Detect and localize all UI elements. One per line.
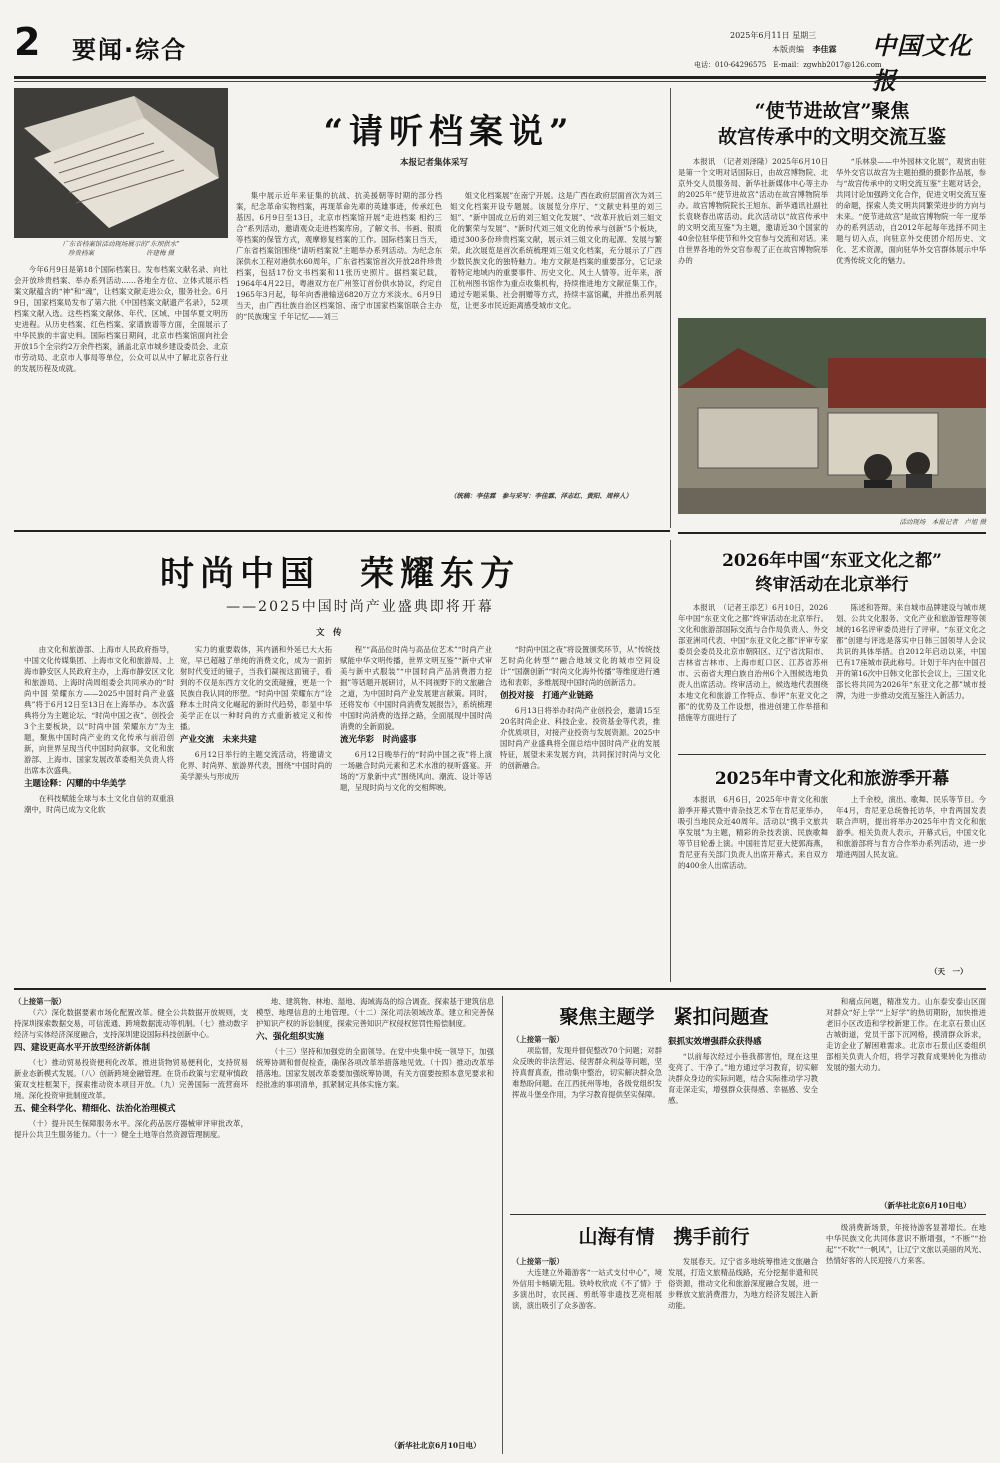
divider-archive-right — [670, 88, 671, 528]
divider-mid — [14, 530, 670, 532]
theme-col-3 — [826, 996, 986, 1196]
divider-lower — [14, 988, 986, 990]
divider-fashion-right — [670, 540, 671, 982]
archive-col-2-text: 集中展示近年来征集的抗战、抗美援朝等时期的部分档案，纪念革命实物档案，再现革命先辈的英雄事迹，传承红色基因。6月9日至13日，北京市档案馆开展“走进档案 相约三合”系列活动，邀请观众走进档案库房，了解文书、书画、银质等档案的保管方式，观摩修复档案的工作。国际档案日当天，广东省档案馆围绕“请听档案说”主题举办系列活动。为纪念东深供水工程对港供水60周年，广东省档案馆首次开放28件珍贵档案，包括17份文书档案和11张历史照片。据档案记载，1964年4月22日，粤港双方在广州签订首份供水协议，约定自1965年3月起，每年向香港输送6820万立方米淡水。6月9日当天，由广西壮族自治区档案馆、南宁市国家档案馆联合主办的“民族瑰宝 千年记忆——刘三 — [236, 191, 442, 321]
theme-col-1-text: 项监督，发现并督促整改70个问题；对群众反映的非法营运、侵害群众利益等问题，坚持真督真查，推动集中整治，切实解决群众急难愁盼问题。在江西抚州等地，各级党组织发挥战斗堡垒作用，为学习教育提供坚实保障。 — [512, 1046, 662, 1099]
mountain-headline: 山海有情 携手前行 — [578, 1226, 750, 1248]
policy-continued: （上接第一版） — [14, 997, 66, 1006]
theme-col-2 — [668, 1034, 818, 1184]
theme-col-3-text: 和痛点问题，精准发力。山东泰安泰山区面对群众“好上学”“上好学”的热切期盼，加快推进老旧小区改造和学校新建工作。在北京石景山区古城街道，党员干部下沉网格，摸清群众诉求，走访企业了解困难需求。北京市石景山区委组织部相关负责人介绍，将学习教育成果转化为推动发展的强大动力。 — [826, 997, 986, 1072]
section-title: 要闻·综合 — [72, 36, 188, 64]
archive-col-3 — [450, 190, 662, 490]
fashion-col-1 — [24, 644, 174, 982]
caption-line-1: 广东省档案馆活动现场展示的“东坝供水” — [62, 240, 180, 248]
archive-book-image — [14, 88, 228, 238]
fashion-col-3b-text: 6月12日晚举行的“时尚中国之夜”将上演一场融合时尚元素和艺术水准的视听盛宴。开场的“万象新中式”围绕风向、潮流、设计等话题，呈现时尚与文化的交相辉映。 — [340, 750, 492, 792]
contact-line: 电话：010-64296575 E-mail：zgwhb2017@126.com — [694, 61, 882, 69]
theme-headline: 聚焦主题学 紧扣问题查 — [559, 1006, 769, 1028]
archive-photo — [14, 88, 228, 238]
policy-footer: （新华社北京6月10日电） — [390, 1441, 481, 1450]
palace-headline-2: 故宫传承中的文明交流互鉴 — [717, 126, 946, 148]
mountain-col-2-text: 发展春天。辽宁省多地统筹推进文旅融合发展，打造文旅精品线路，充分挖掘非遗和民俗资源，推动文化和旅游深度融合发展，进一步释放文旅消费潜力，为地方经济发展注入新动能。 — [668, 1257, 818, 1310]
archive-col-1-text: 今年6月9日是第18个国际档案日。发布档案文献名录、向社会开放珍贵档案、举办系列活动……各地全方位、立体式展示档案文献蕴含的“神”和“魂”，让档案文献走进公众，服务社会。6月9日，国家档案局发布了第六批《中国档案文献遗产名录》，52项档案文献入选。这些档案文献体、年代、区域、中国华夏文明历史进程。从历史档案、红色档案、家谱族谱等方面，全面展示了中华民族的丰富史料。国际档案日期间，北京市档案馆面向社会开放15个全宗约2万余件档案，涵盖北京市城乡建设委员会、北京市劳动局、北京市人事局等单位，公众可以从中了解北京各行业的发展历程及成就。 — [14, 265, 228, 373]
mountain-col-1-text: 大连建立外籍游客“一站式支付中心”，境外信用卡畅刷无阻。铁岭枚欣成《不了情》于多演出时，农民画、剪纸等非遗技艺亮相展演，演出吸引了众多游客。 — [512, 1268, 662, 1310]
policy-col-1c-text: （十）提升民生保障服务水平。深化药品医疗器械审评审批改革，提升公共卫生服务能力。（十一）健全土地等自然资源管理制度。 — [14, 1119, 248, 1139]
youth-col-2 — [836, 794, 986, 964]
divider-bottom-right — [510, 1214, 986, 1215]
fashion-sub-1: 主题诠释：闪耀的中华美学 — [24, 779, 127, 789]
eastasia-col-1 — [678, 602, 828, 750]
palace-col-2-text: “乐林泉——中外园林文化展”，观赏由驻华外交官以故宫为主题拍摄的摄影作品展，参与“故宫传承中的文明交流互鉴”主题对话会，共同讨论加强跨文化合作，促进文明交流互鉴的命题，探索人类文明共同繁荣进步的方向与未来。“使节进故宫”是故宫博物院一年一度举办的系列活动，自2012年起每年选择不同主题与切入点，向驻京外交使团介绍历史、文化、艺术资源，面向驻华外交官群体展示中华优秀传统文化的魅力。 — [836, 157, 986, 265]
palace-headline-1: “使节进故宫”聚焦 — [754, 100, 910, 122]
policy-col-1 — [14, 996, 248, 1454]
fashion-col-2 — [180, 644, 332, 982]
newspaper-logo: 中国文化 — [872, 31, 972, 60]
fashion-col-3-text: 程”“高品位时尚与高品位艺术”“时尚产业赋能中华文明传播，世界文明互鉴”“新中式审美与新中式服装”“中国时尚产品消费潜力挖掘”等话题开展研讨，从不同视野下的文旅融合之道，为中国时尚产业发展建言献策。同时，还将发布《中国时尚消费发展报告》，系统梳理中国时尚消费的选择之路，全面展现中国时尚消费的全新面貌。 — [340, 645, 492, 731]
fashion-sub-2: 产业交流 未来共建 — [180, 735, 257, 745]
eastasia-headline-2: 终审活动在北京举行 — [755, 575, 909, 595]
mountain-col-3-text: 级消费新场景，年接待游客显著增长。在地中华民族文化共同体意识不断增强，“不断”“抬起”“不吹”“一帆风”，让辽宁文旅以美丽的风光、热情好客的人民迎接八方来客。 — [826, 1223, 986, 1265]
fashion-col-2b-text: 6月12日举行的主题交流活动，将邀请文化界、时尚界、旅游界代表，围绕“中国时尚的美学源头与形成历 — [180, 750, 332, 781]
theme-col-2-text: “以前每次经过小巷我都害怕，现在这里变亮了、干净了。”地方通过学习教育，切实解决群众身边的实际问题，结合实际推动学习教育走深走实，增强群众获得感、幸福感、安全感。 — [668, 1052, 818, 1105]
fashion-headline: 时尚中国 荣耀东方 — [160, 554, 520, 594]
fashion-col-3 — [340, 644, 492, 982]
palace-photo — [678, 318, 986, 514]
policy-col-2b-text: （十三）坚持和加强党的全面领导。在党中央集中统一领导下，加强统筹协调和督促检查，确保各项改革举措落地见效。（十四）推动改革举措落地。国家发展改革委要加强统筹协调，有关方面要按照本意见要求和经批准的事项清单，抓紧制定具体实施方案。 — [256, 1047, 494, 1089]
masthead-rule-thin — [14, 81, 986, 82]
policy-col-1-text: （六）深化数据要素市场化配置改革。健全公共数据开放规则，支持深圳探索数据交易，可信流通、跨境数据流动等机制。（七）推动数字经济与实体经济深度融合，支持深圳建设国际科技创新中心。 — [14, 1008, 248, 1039]
page-number: 2 — [14, 20, 41, 64]
fashion-sub-3: 流光华彩 时尚盛事 — [340, 735, 417, 745]
divider-right-2 — [678, 754, 986, 755]
policy-sub-2: 五、健全科学化、精细化、法治化治理模式 — [14, 1104, 176, 1114]
mountain-col-1 — [512, 1256, 662, 1454]
theme-col-1 — [512, 1034, 662, 1184]
archive-col-1 — [14, 264, 228, 524]
archive-credit: （统稿：李佳霖 参与采写：李佳霖、洋志红、黄阳、周梓人） — [450, 492, 632, 500]
divider-right-1 — [678, 532, 986, 534]
fashion-col-4b-text: 6月13日将举办时尚产业创投会，邀请15至20名时尚企业、科技企业、投资基金等代表，推介优质项目，对接产业投资与发展资源。2025中国时尚产业盛典将全面总结中国时尚产业的发展特征，展望未来发展方向，共同探讨时尚与文化的创新融合。 — [500, 706, 660, 770]
divider-policy-right — [502, 996, 503, 1454]
youth-tail: （天 一） — [930, 967, 968, 976]
policy-sub-1: 四、建设更高水平开放型经济新体制 — [14, 1043, 151, 1053]
palace-col-2 — [836, 156, 986, 312]
theme-sub-1: 狠抓实效增强群众获得感 — [668, 1037, 762, 1047]
palace-col-1 — [678, 156, 828, 312]
palace-event-image — [678, 318, 986, 514]
archive-byline: 本报记者集体采写 — [400, 158, 469, 168]
policy-col-2 — [256, 996, 494, 1436]
eastasia-headline-1: 2026年中国“东亚文化之都” — [722, 551, 942, 571]
fashion-col-1b-text: 在科技赋能全球与本土文化自信的双重浪潮中，时尚已成为文化软 — [24, 794, 174, 814]
caption-line-2: 珍贵档案 许建梅 摄 — [67, 249, 175, 257]
fashion-subheadline: ——2025中国时尚产业盛典即将开幕 — [226, 599, 494, 615]
archive-col-3-text: 姐文化档案展”在南宁开展。这是广西在政府层面首次为刘三姐文化档案开设专题展。该展览分序厅、“文献史料里的刘三姐”、“新中国成立后的刘三姐文化发展”、“改革开放后刘三姐文化的繁荣与发展”、“新时代刘三姐文化的传承与创新”5个板块，通过300多份珍贵档案文献，展示刘三姐文化的起源、发展与繁荣。此次展览是首次系统梳理刘三姐文化档案，充分展示了广西少数民族文化的独特魅力。地方文献是档案的重要部分，它记录着特定地域内的重要事件、历史文化、风土人情等。近年来，浙江杭州图书馆作为重点收集机构，持续推进地方文献征集工作，通过专题采集、社会捐赠等方式，持续丰富馆藏，并推出系列展览，让更多市民近距离感受城市文化。 — [450, 191, 662, 310]
mountain-col-3 — [826, 1222, 986, 1454]
theme-continued: （上接第一版） — [512, 1035, 564, 1044]
youth-headline: 2025年中青文化和旅游季开幕 — [714, 769, 950, 789]
fashion-col-4-text: “时尚中国之夜”将设置颁奖环节，从“传统技艺时尚化转型”“融合地域文化的城市空间设计”“国潮创新”“时尚文化海外传播”等维度进行遴选和表彰，多维展现中国时尚的创新活力。 — [500, 645, 660, 687]
theme-footer: （新华社北京6月10日电） — [880, 1201, 971, 1210]
fashion-sub-4: 创投对接 打通产业链路 — [500, 691, 594, 701]
fashion-col-2-text: 实力的重要载体，其内涵和外延已大大拓宽，早已超越了单纯的消费文化，成为一面折射时代变迁的镜子，当我们凝视这面镜子，看到的不仅是东西方文化的交流碰撞，更是一个民族自我认同的形塑。“时尚中国 荣耀东方”诠释本土时尚文化崛起的新时代趋势，彰显中华美学正在以一种时尚的方式重新被定义和传播。 — [180, 645, 332, 731]
youth-col-1-text: 本报讯 6月6日，2025年中青文化和旅游季开幕式暨中青杂技艺术节在肯尼亚举办，吸引当地民众近40周年。活动以“携手文旅共享发展”为主题，精彩的杂技表演、民族歌舞等节目轮番上演。中国驻肯尼亚大使郭海燕，肯尼亚有关部门负责人出席开幕式。来自双方的400余人出席活动。 — [678, 795, 828, 870]
mountain-col-2 — [668, 1256, 818, 1454]
youth-col-1 — [678, 794, 828, 980]
editor-label: 本版责编 — [772, 45, 804, 54]
eastasia-col-2-text: 陈述和答辩。来自城市品牌建设与城市规划、公共文化服务、文化产业和旅游管理等领域的16名评审委员进行了评审。“东亚文化之都”创建与评选是落实中日韩三国领导人会议共识的具体举措。自2012年启动以来，中国已有17座城市获此称号。计划于年内在中国召开的第16次中日韩文化部长会议上，三国文化部长将共同为2026年“东亚文化之都”城市授牌，为进一步推动交流互鉴注入新活力。 — [836, 603, 986, 700]
archive-headline: “请听档案说” — [323, 112, 575, 152]
policy-sub-3: 六、强化组织实施 — [256, 1032, 325, 1042]
editor-info — [772, 44, 837, 55]
youth-col-2-text: 上千余校，演出、歌舞、民乐等节目。今年4月，肯尼亚总统鲁托访华，中肯两国发表联合声明，提出将举办2025年中肯文化和旅游季。相关负责人表示，开幕式后，中国文化和旅游部将与肯方合作举办系列活动，进一步增进两国人民友谊。 — [836, 795, 986, 859]
archive-photo-caption — [14, 240, 228, 258]
masthead-rule — [14, 76, 986, 79]
palace-col-1-text: 本报讯 （记者刘泽隆）2025年6月10日是第一个文明对话国际日，由故宫博物院、北京外交人员服务局、新华社新媒体中心等主办的2025年“使节进故宫”活动在故宫博物院举办。故宫博物院院长王旭东、新华通讯社副社长袁晓春出席活动。此次活动以“故宫传承中的文明交流互鉴”为主题，邀请近30个国家的40余位驻华使节和外交官参与交流和对话。来自世界各地的外交官参观了正在故宫博物院举办的 — [678, 157, 828, 265]
archive-col-2 — [236, 190, 442, 524]
masthead — [14, 20, 986, 76]
fashion-col-1-text: 由文化和旅游部、上海市人民政府指导，中国文化传媒集团、上海市文化和旅游局、上海市静安区人民政府主办，上海市静安区文化和旅游局、上海时尚周组委会共同承办的“时尚中国 荣耀东方——2025中国时尚产业盛典”将于6月12日至13日在上海举办。本次盛典将分为主题论坛、“时尚中国之夜”、创投会3个主要板块，以“时尚中国 荣耀东方”为主题，聚焦中国时尚产业的文化传承与前沿创新，向世界呈现当代中国时尚叙事。文化和旅游部、上海市、国家发展改革委相关负责人将出席本次盛典。 — [24, 645, 174, 775]
editor-name: 李佳霖 — [812, 44, 837, 54]
eastasia-col-2 — [836, 602, 986, 750]
date-line: 2025年6月11日 星期三 — [730, 31, 817, 40]
palace-photo-caption: 活动现场 本报记者 卢旭 摄 — [899, 518, 986, 526]
fashion-col-4 — [500, 644, 660, 982]
policy-col-2-text: 地、建筑物、林地、湿地、海域海岛的综合调查。探索基于建筑信息模型、地理信息的土地管理。（十二）深化司法领域改革。建立和完善保护知识产权的诉讼制度，探索完善知识产权侵权惩罚性赔偿制度。 — [256, 997, 494, 1028]
policy-col-1b-text: （七）推动贸易投资便利化改革。推进货物贸易便利化，支持贸易新业态新模式发展。（八）创新跨境金融管理。在货币政策与宏观审慎政策双支柱框架下，探索推动资本项目开放。（九）完善国际一流营商环境。深化投资审批制度改革。 — [14, 1058, 248, 1100]
fashion-byline: 文 传 — [316, 628, 342, 638]
eastasia-col-1-text: 本报讯 （记者王添艺）6月10日，2026年中国“东亚文化之都”终审活动在北京举行。文化和旅游部国际交流与合作局负责人、外交部亚洲司代表、中国“东亚文化之都”评审专家委员会委员及北京市朝阳区、辽宁省沈阳市、吉林省吉林市、上海市虹口区、江苏省苏州市、云南省大理白族自治州6个入围候选地负责人出席活动。终审活动上，候选地代表围绕本地文化和旅游工作特点、参评“东亚文化之都”的优势及工作设想，推进创建工作举措和措施等方面进行了 — [678, 603, 828, 722]
mountain-continued: （上接第一版） — [512, 1257, 564, 1266]
